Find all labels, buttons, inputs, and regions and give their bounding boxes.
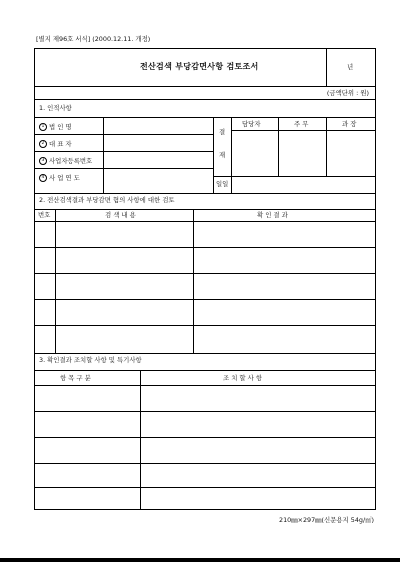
table-row [35, 437, 375, 438]
field-business-year: 4 사 업 연 도 [39, 174, 80, 182]
form-number-note: [별지 제96호 서식] (2000.12.11. 개정) [36, 35, 151, 43]
approval-col-chief: 주 무 [294, 120, 309, 128]
form-frame [34, 48, 376, 510]
approval-date-label: 일일 [216, 180, 229, 188]
approval-col-manager: 과 장 [342, 120, 357, 128]
s1-approval-divider [231, 117, 232, 193]
year-label: 년 [347, 63, 354, 71]
table-row [35, 273, 375, 274]
table-row [35, 247, 375, 248]
section1-top-line [35, 117, 375, 118]
s3-header-line [35, 385, 375, 386]
section2-top-line [35, 209, 375, 210]
s1-value-divider [213, 117, 214, 193]
unit-bottom-line [35, 99, 375, 100]
title-divider [326, 49, 327, 86]
s1-col-divider-2 [326, 117, 327, 176]
table-row [35, 299, 375, 300]
s2-content-divider [193, 209, 194, 353]
form-title: 전산검색 부당감면사항 검토조서 [140, 62, 259, 71]
approval-col-staff: 담당자 [242, 120, 261, 128]
circled-number: 2 [39, 140, 47, 148]
section1-bottom-line [35, 193, 375, 194]
s1-col-divider-1 [278, 117, 279, 176]
s2-header-line [35, 221, 375, 222]
table-row [35, 487, 375, 488]
table-row [35, 325, 375, 326]
approval-label-char-2: 재 [219, 151, 226, 159]
s3-column-divider [140, 370, 141, 509]
paper-spec-note: 210㎜×297㎜(신문용지 54g/㎡) [279, 516, 374, 524]
s3-header-item: 항 목 구 분 [60, 374, 91, 382]
s1-row-line-2 [35, 151, 213, 152]
s2-number-divider [55, 209, 56, 353]
s3-header-action: 조 치 할 사 항 [223, 374, 262, 382]
section3-top-line [35, 370, 375, 371]
amount-unit-note: (금액단위 : 원) [326, 89, 369, 97]
s1-approval-header-line [231, 130, 375, 131]
section2-heading: 2. 전산검색결과 부당감면 혐의 사항에 대한 검토 [39, 196, 175, 204]
s2-header-result: 확 인 결 과 [257, 211, 288, 219]
approval-label-char-1: 결 [219, 128, 226, 136]
circled-number: 3 [39, 157, 47, 165]
field-business-reg-number: 3 사업자등록번호 [39, 157, 92, 165]
field-company-name: 1 법 인 명 [39, 123, 72, 131]
circled-number: 1 [39, 123, 47, 131]
s2-header-search-content: 검 색 내 용 [105, 211, 136, 219]
circled-number: 4 [39, 174, 47, 182]
s2-header-number: 번호 [38, 211, 51, 219]
s1-label-divider [103, 117, 104, 193]
table-row [35, 463, 375, 464]
table-row [35, 411, 375, 412]
section1-heading: 1. 인적사항 [39, 104, 72, 112]
page-bottom-bar [0, 558, 400, 562]
s1-row-line-1 [35, 134, 213, 135]
field-representative: 2 대 표 자 [39, 140, 72, 148]
title-bottom-line [35, 86, 375, 87]
section2-bottom-line [35, 353, 375, 354]
section3-heading: 3. 확인결과 조치할 사항 및 특기사항 [39, 356, 142, 364]
s1-row-line-3 [35, 168, 213, 169]
s1-approval-bottom-line [213, 176, 375, 177]
